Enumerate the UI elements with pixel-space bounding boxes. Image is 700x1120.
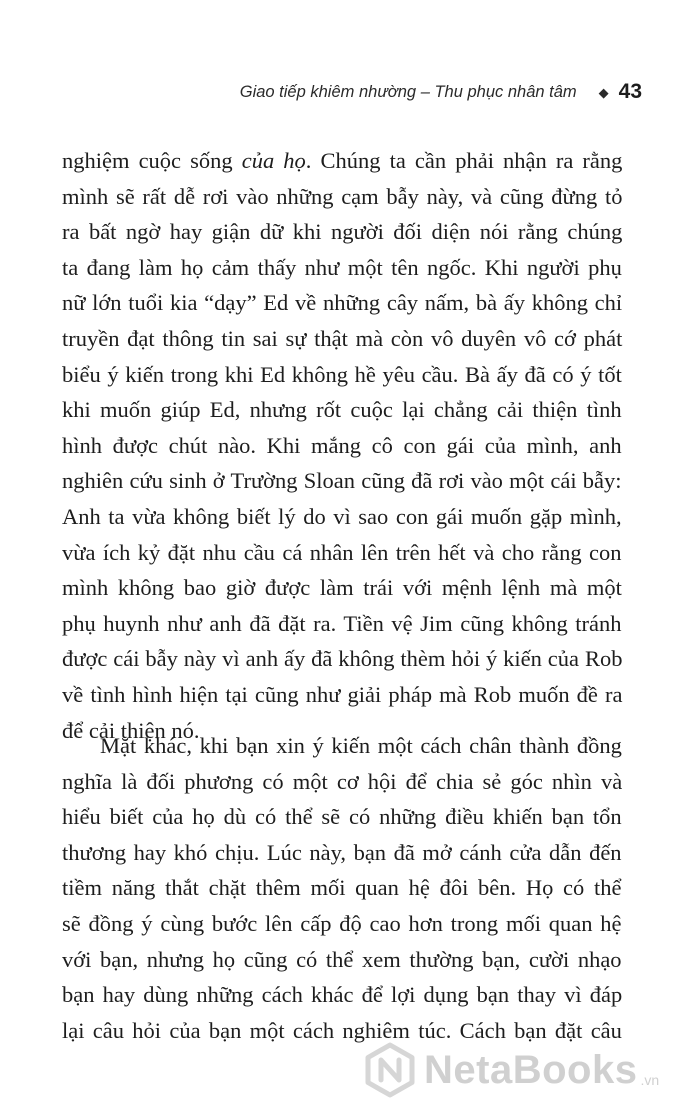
watermark-suffix: .vn — [640, 1072, 660, 1088]
text-line: bạn hay dùng những cách khác để lợi dụng bạn thay vì đáp — [62, 982, 623, 1008]
text-line: lại câu hỏi của bạn một cách nghiêm túc. Cách bạn đặt câu — [62, 1017, 622, 1043]
text-line: với bạn, nhưng họ cũng có thể xem thường bạn, cười nhạo — [62, 946, 622, 972]
watermark-brand: NetaBooks — [424, 1047, 638, 1092]
text-line: Anh ta vừa không biết lý do vì sao con gái muốn gặp mình, — [62, 504, 622, 529]
text-line: hình được chút nào. Khi mắng cô con gái của mình, anh — [62, 432, 622, 458]
diamond-bullet-icon: ◆ — [598, 85, 609, 100]
netabooks-logo-icon — [362, 1042, 418, 1098]
watermark — [362, 1042, 659, 1098]
text-line: tiềm năng thắt chặt thêm mối quan hệ đôi bên. Họ có thể — [62, 875, 622, 901]
running-header-title: Giao tiếp khiêm nhường – Thu phục nhân tâm — [239, 82, 577, 101]
text-line: để cải thiện nó. — [62, 717, 200, 743]
page-number: 43 — [618, 80, 642, 103]
text-line: phụ huynh như anh đã đặt ra. Tiền vệ Jim cũng không tránh — [62, 610, 622, 636]
text-line: nghiên cứu sinh ở Trường Sloan cũng đã rơi vào một cái bẫy: — [62, 468, 622, 494]
text-line: hiểu biết của họ dù có thể sẽ có những điều khiến bạn tổn — [62, 804, 622, 830]
text-line: khi muốn giúp Ed, nhưng rốt cuộc lại chẳng cải thiện tình — [62, 397, 622, 423]
text-line: mình sẽ rất dễ rơi vào những cạm bẫy này, và cũng đừng tỏ — [62, 183, 623, 209]
text-line: nữ lớn tuổi kia “dạy” Ed về những cây nấm, bà ấy không chỉ — [62, 290, 623, 316]
text-line: thương hay khó chịu. Lúc này, bạn đã mở cánh cửa dẫn đến — [62, 839, 622, 865]
text-line: ra bất ngờ hay giận dữ khi người đối diện nói rằng chúng — [62, 219, 623, 245]
text-line: vừa ích kỷ đặt nhu cầu cá nhân lên trên hết và cho rằng con — [62, 539, 622, 565]
text-line: mình không bao giờ được làm trái với mệnh lệnh mà một — [62, 575, 622, 601]
text-line: ta đang làm họ cảm thấy như một tên ngốc. Khi người phụ — [62, 254, 622, 280]
text-line: Mặt khác, khi bạn xin ý kiến một cách chân thành đồng — [100, 733, 622, 758]
running-header — [240, 80, 642, 104]
text-line: truyền đạt thông tin sai sự thật mà còn vô duyên vô cớ phát — [62, 326, 623, 351]
text-line: được cái bẫy này vì anh ấy đã không thèm hỏi ý kiến của Rob — [62, 646, 623, 672]
text-line: nghĩa là đối phương có một cơ hội để chia sẻ góc nhìn và — [62, 768, 623, 794]
text-line: biểu ý kiến trong khi Ed không hề yêu cầu. Bà ấy đã có ý tốt — [62, 361, 622, 387]
text-line: về tình hình hiện tại cũng như giải pháp mà Rob muốn đề ra — [62, 682, 623, 707]
emphasis-text: của họ — [241, 148, 306, 173]
text-line: sẽ đồng ý cùng bước lên cấp độ cao hơn trong mối quan hệ — [62, 911, 622, 936]
text-line: nghiệm cuộc sống của họ. Chúng ta cần phải nhận ra rằng — [62, 148, 623, 173]
